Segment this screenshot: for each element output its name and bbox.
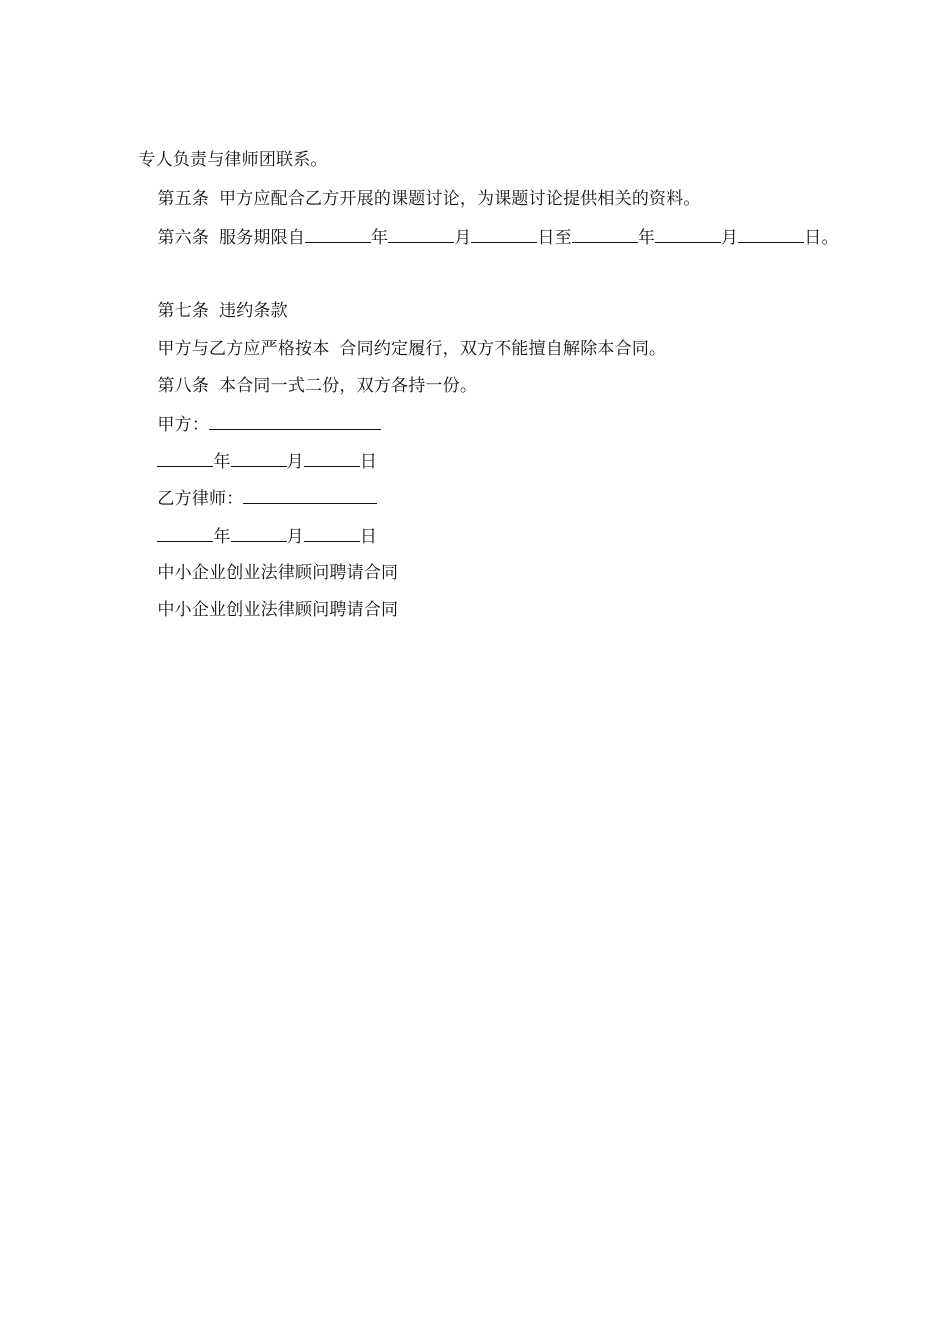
blank-year-start xyxy=(305,225,371,243)
clause-heading: 第八条 xyxy=(157,376,210,396)
line-text: 专人负责与律师团联系。 xyxy=(138,150,328,170)
month-label: 月 xyxy=(286,527,304,547)
contract-title: 中小企业创业法律顾问聘请合同 xyxy=(157,563,399,583)
month-label: 月 xyxy=(454,228,472,248)
year-label: 年 xyxy=(213,527,231,547)
clause-body: 本合同一式二份，双方各持一份。 xyxy=(219,376,478,396)
blank-day-start xyxy=(471,225,537,243)
party-a-label: 甲方： xyxy=(157,415,210,435)
clause-heading: 第五条 xyxy=(157,189,210,209)
blank-day-end xyxy=(738,225,804,243)
blank-month-end xyxy=(655,225,721,243)
day-label: 日至 xyxy=(537,228,572,248)
year-label: 年 xyxy=(213,452,231,472)
clause-body: 违约条款 xyxy=(219,301,288,321)
contract-title: 中小企业创业法律顾问聘请合同 xyxy=(157,600,399,620)
blank-month-start xyxy=(388,225,454,243)
blank-year-end xyxy=(572,225,638,243)
clause-6 xyxy=(135,201,839,274)
clause-text-a: 甲方与乙方应严格按本 xyxy=(157,339,330,359)
month-label: 月 xyxy=(286,452,304,472)
clause-body: 服务期限自 xyxy=(219,228,306,248)
year-label: 年 xyxy=(371,228,389,248)
day-label: 日。 xyxy=(804,228,839,248)
party-b-label: 乙方律师： xyxy=(157,489,244,509)
clause-heading: 第七条 xyxy=(157,301,210,321)
year-label: 年 xyxy=(637,228,656,248)
clause-heading: 第六条 xyxy=(157,228,210,248)
clause-text-b: 合同约定履行，双方不能擅自解除本合同。 xyxy=(339,339,667,359)
day-label: 日 xyxy=(359,527,378,547)
day-label: 日 xyxy=(359,452,378,472)
clause-body: 甲方应配合乙方开展的课题讨论，为课题讨论提供相关的资料。 xyxy=(219,189,701,209)
contract-title-2 xyxy=(135,574,398,646)
month-label: 月 xyxy=(721,228,739,248)
